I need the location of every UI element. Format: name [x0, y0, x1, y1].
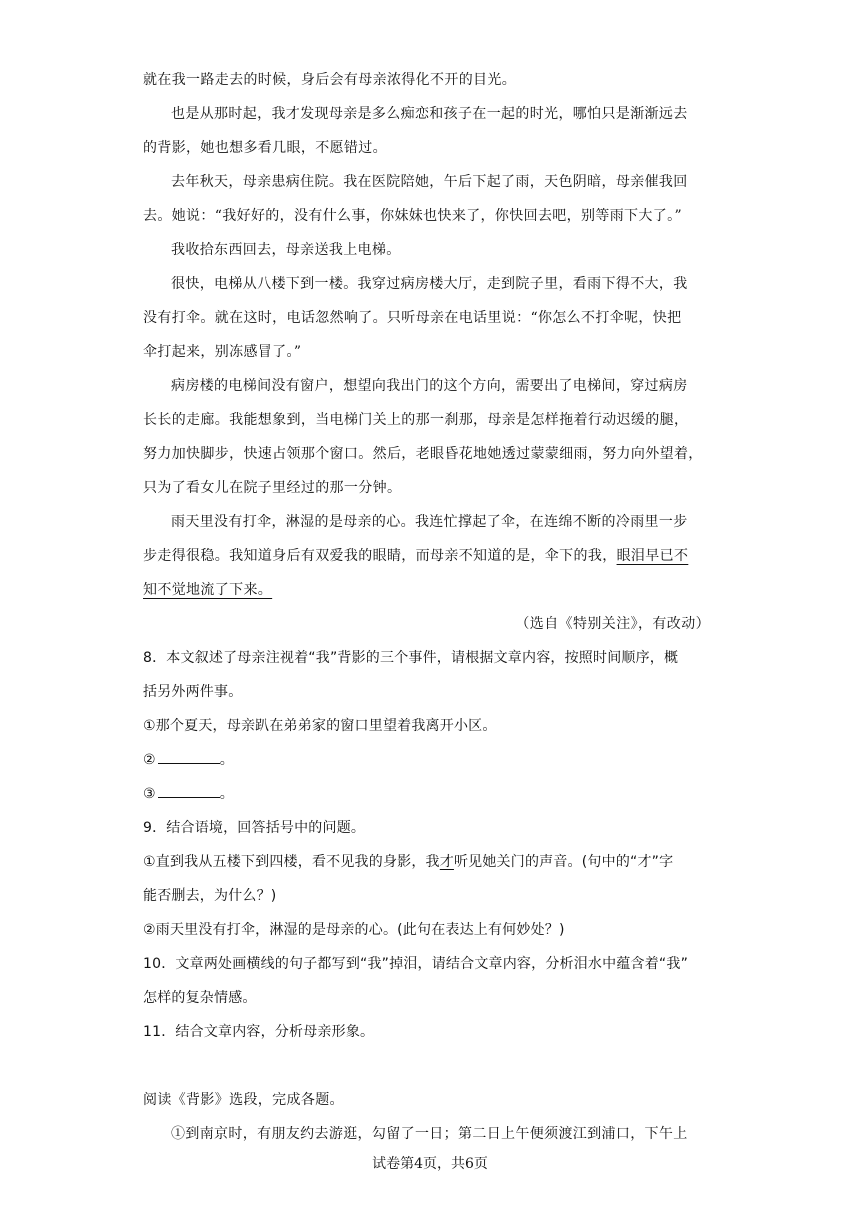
underlined-sentence: 眼泪早已不	[616, 548, 689, 564]
passage-line	[143, 546, 688, 566]
passage-line: 很快，电梯从八楼下到一楼。我穿过病房楼大厅，走到院子里，看雨下得不大，我	[171, 276, 688, 292]
item-end: 。	[219, 752, 234, 768]
question-11: 11．结合文章内容，分析母亲形象。	[143, 1024, 375, 1040]
passage-line: 长长的走廊。我能想象到，当电梯门关上的那一刹那，母亲是怎样拖着行动迟缓的腿，	[143, 412, 689, 428]
passage-line: 只为了看女儿在院子里经过的那一分钟。	[143, 480, 402, 496]
passage-line: 去年秋天，母亲患病住院。我在医院陪她，午后下起了雨，天色阴暗，母亲催我回	[171, 174, 688, 190]
question-9-item-2: ②雨天里没有打伞，淋湿的是母亲的心。(此句在表达上有何妙处？)	[143, 922, 565, 938]
item-number: ②	[143, 752, 156, 768]
passage-line: 的背影，她也想多看几眼，不愿错过。	[143, 140, 387, 156]
passage-line	[143, 580, 272, 600]
item-number: ③	[143, 786, 156, 802]
question-8: 8．本文叙述了母亲注视着“我”背影的三个事件，请根据文章内容，按照时间顺序，概	[143, 650, 679, 666]
question-8-item-1: ①那个夏天，母亲趴在弟弟家的窗口里望着我离开小区。	[143, 718, 497, 734]
question-10: 10．文章两处画横线的句子都写到“我”掉泪，请结合文章内容，分析泪水中蕴含着“我”	[143, 956, 689, 972]
question-8-item-2	[143, 750, 234, 770]
passage-line: 伞打起来，别冻感冒了。”	[143, 344, 302, 360]
question-9-item-1	[143, 852, 673, 872]
question-8-item-3	[143, 784, 234, 804]
passage-text: 步走得很稳。我知道身后有双爱我的眼睛，而母亲不知道的是，伞下的我，	[143, 548, 617, 564]
passage-line: 去。她说：“我好好的，没有什么事，你妹妹也快来了，你快回去吧，别等雨下大了。”	[143, 208, 682, 224]
passage-line: 我收拾东西回去，母亲送我上电梯。	[171, 242, 401, 258]
question-10-cont: 怎样的复杂情感。	[143, 990, 257, 1006]
underlined-sentence: 知不觉地流了下来。	[143, 582, 273, 598]
passage-line: 也是从那时起，我才发现母亲是多么痴恋和孩子在一起的时光，哪怕只是渐渐远去	[171, 106, 688, 122]
passage-line: 努力加快脚步，快速占领那个窗口。然后，老眼昏花地她透过蒙蒙细雨，努力向外望着，	[143, 446, 703, 462]
question-text: ①直到我从五楼下到四楼，看不见我的身影，我	[143, 854, 440, 870]
answer-blank[interactable]	[158, 785, 220, 798]
emphasized-char: 才	[439, 854, 454, 870]
passage-line: 就在我一路走去的时候，身后会有母亲浓得化不开的目光。	[143, 72, 517, 88]
question-8-cont: 括另外两件事。	[143, 684, 243, 700]
question-9: 9．结合语境，回答括号中的问题。	[143, 820, 366, 836]
source-note: （选自《特别关注》，有改动）	[515, 616, 710, 632]
passage-line: 病房楼的电梯间没有窗户，想望向我出门的这个方向，需要出了电梯间，穿过病房	[171, 378, 688, 394]
answer-blank[interactable]	[158, 751, 220, 764]
item-end: 。	[219, 786, 234, 802]
question-text: 听见她关门的声音。(句中的“才”字	[453, 854, 674, 870]
reading-paragraph: ①到南京时，有朋友约去游逛，勾留了一日；第二日上午便须渡江到浦口，下午上	[171, 1126, 688, 1142]
passage-line: 没有打伞。就在这时，电话忽然响了。只听母亲在电话里说：“你怎么不打伞呢，快把	[143, 310, 682, 326]
question-9-item-1-cont: 能否删去，为什么？)	[143, 888, 277, 904]
reading-intro: 阅读《背影》选段，完成各题。	[143, 1092, 344, 1108]
passage-line: 雨天里没有打伞，淋湿的是母亲的心。我连忙撑起了伞，在连绵不断的冷雨里一步	[171, 514, 688, 530]
page-footer: 试卷第4页，共6页	[372, 1156, 488, 1172]
